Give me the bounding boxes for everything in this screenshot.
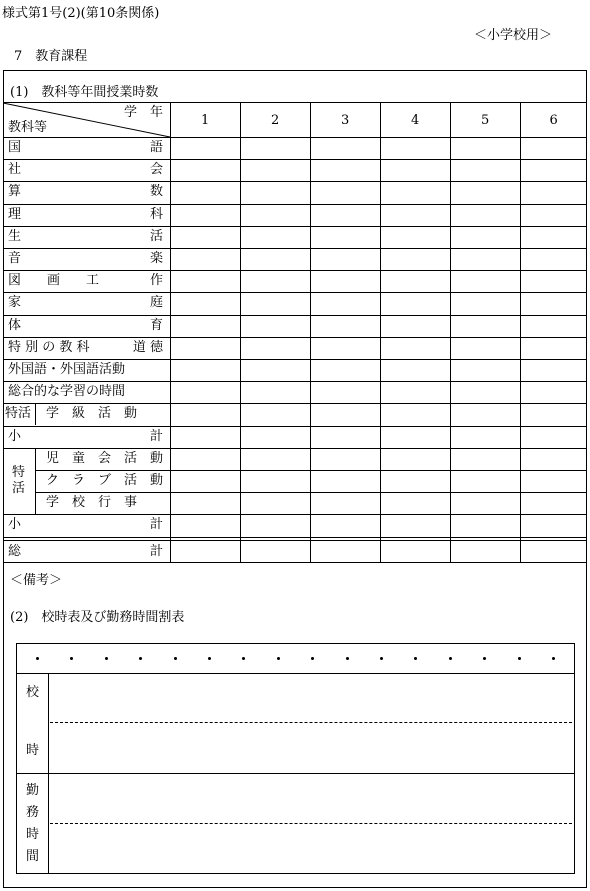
section-title: 7 教育課程 <box>14 49 88 64</box>
grade-header-2: 2 <box>271 113 280 128</box>
time-marker-dot <box>36 657 39 660</box>
subject-label: 音 <box>8 251 22 266</box>
special-activity-label: 児 童 会 活 動 <box>46 451 164 466</box>
special-activity-label: ク ラ ブ 活 動 <box>46 473 164 488</box>
time-marker-dot <box>518 657 521 660</box>
corner-subject-label: 教科等 <box>8 120 48 135</box>
subject-label: 算 <box>8 184 22 199</box>
work-hours-label-char: 時 <box>26 827 40 842</box>
grade-header-4: 4 <box>411 113 420 128</box>
subject-label-end: 庭 <box>149 295 163 310</box>
subject-label: 生 <box>8 229 22 244</box>
grade-header-1: 1 <box>201 113 210 128</box>
school-period-label-char: 時 <box>26 743 40 758</box>
time-marker-dot <box>277 657 280 660</box>
subject-label: 理 <box>8 207 22 222</box>
subject-label: 総合的な学習の時間 <box>8 384 126 399</box>
subject-label-end: 作 <box>149 273 163 288</box>
subject-label-end: 活 <box>149 229 163 244</box>
schedule-dashed-rule <box>50 823 572 824</box>
schedule-right-rule <box>574 643 575 874</box>
subtotal-label-end: 計 <box>149 429 163 444</box>
schedule-left-rule <box>16 643 17 873</box>
grade-header-3: 3 <box>341 113 350 128</box>
subject-label-end: 科 <box>149 207 163 222</box>
subject-label: 社 <box>8 162 22 177</box>
schedule-header-rule <box>16 673 574 674</box>
time-marker-dot <box>380 657 383 660</box>
corner-grade-label: 学 年 <box>123 105 163 120</box>
school-period-label-char: 校 <box>26 685 40 700</box>
subject-label-end: 楽 <box>149 251 163 266</box>
subtotal-label-end: 計 <box>149 517 163 532</box>
special-activity-label: 学 校 行 事 <box>46 495 138 510</box>
subject-label: 特 別 の 教 科 <box>8 340 90 355</box>
time-marker-dot <box>208 657 211 660</box>
form-number: 様式第1号(2)(第10条関係) <box>2 6 160 21</box>
time-marker-dot <box>105 657 108 660</box>
special-group-char: 活 <box>12 481 26 496</box>
special-class-label: 学 級 活 動 <box>46 406 138 421</box>
total-label-end: 計 <box>149 544 163 559</box>
time-marker-dot <box>449 657 452 660</box>
schedule-top-rule <box>16 643 574 644</box>
special-group-char: 特 <box>12 465 26 480</box>
remarks-label: ＜備考＞ <box>10 573 63 588</box>
work-hours-label-char: 勤 <box>26 783 40 798</box>
work-hours-label-char: 務 <box>26 805 40 820</box>
subject-label: 国 <box>8 140 22 155</box>
schedule-caption: (2) 校時表及び勤務時間割表 <box>10 610 185 625</box>
subject-label-end: 会 <box>149 162 163 177</box>
total-label: 総 <box>8 544 22 559</box>
subject-label: 体 <box>8 318 22 333</box>
time-marker-dot <box>174 657 177 660</box>
subject-label-end: 道 徳 <box>132 340 163 355</box>
subject-label-end: 育 <box>149 318 163 333</box>
schedule-dashed-rule <box>50 722 572 723</box>
schedule-middle-rule <box>16 773 574 774</box>
subtotal-label: 小 <box>8 517 22 532</box>
special-class-group: 特活 <box>5 406 32 421</box>
subject-label: 図 画 工 <box>8 273 100 288</box>
grade-header-6: 6 <box>549 113 558 128</box>
subtotal-label: 小 <box>8 429 22 444</box>
schedule-bottom-rule <box>16 873 574 874</box>
school-type-label: ＜小学校用＞ <box>474 28 553 43</box>
schedule-label-column-rule <box>48 673 49 873</box>
time-marker-dot <box>346 657 349 660</box>
time-marker-dot <box>552 657 555 660</box>
grade-header-5: 5 <box>481 113 490 128</box>
hours-table-caption: (1) 教科等年間授業時数 <box>10 85 159 100</box>
work-hours-label-char: 間 <box>26 849 40 864</box>
subject-label: 外国語・外国語活動 <box>8 362 126 377</box>
subject-label-end: 数 <box>149 184 163 199</box>
subject-label: 家 <box>8 295 22 310</box>
subject-label-end: 語 <box>149 140 163 155</box>
